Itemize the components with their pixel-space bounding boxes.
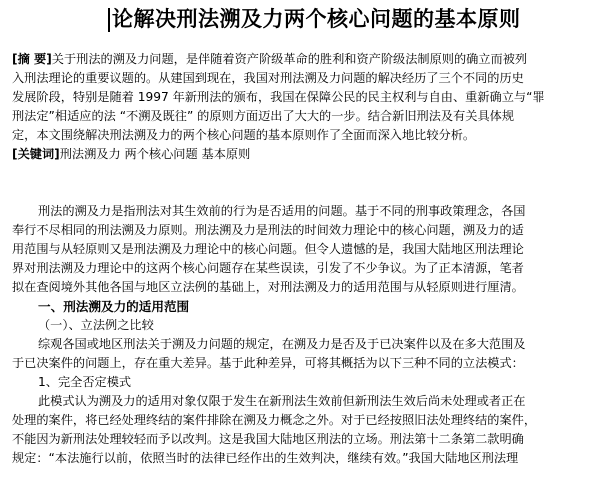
keywords-label: [关键词]: [12, 147, 60, 161]
abstract-block: [12, 50, 604, 164]
body-line: 于已决案件的问题上，存在重大差异。基于此种差异，可将其概括为以下三种不同的立法模式：: [12, 356, 524, 370]
body-line: 综观各国或地区刑法关于溯及力问题的规定，在溯及力是否及于已决案件以及在多大范围及: [38, 337, 526, 351]
document-title: 论解决刑法溯及力两个核心问题的基本原则: [112, 6, 521, 31]
keywords-line: [12, 145, 604, 164]
body-line: 刑法的溯及力是指刑法对其生效前的行为是否适用的问题。基于不同的刑事政策理念，各国: [38, 204, 526, 218]
body-line: 处理的案件，将已经处理终结的案件排除在溯及力概念之外。对于已经按照旧法处理终结的案件，: [12, 413, 537, 427]
abstract-line: [摘 要]关于刑法的溯及力问题，是伴随着资产阶级革命的胜利和资产阶级法制原则的确立而被列: [12, 52, 528, 66]
body-line: 用范围与从轻原则又是刑法溯及力理论中的核心问题。但令人遗憾的是，我国大陆地区刑法理论: [12, 242, 524, 256]
section-heading: 一、刑法溯及力的适用范围: [38, 299, 190, 314]
body-line: 不能因为新刑法处理较轻而予以改判。这是我国大陆地区刑法的立场。刑法第十二条第二款明确: [12, 432, 524, 446]
abstract-line: 刑法定”相适应的法 “不溯及既往” 的原则方面迈出了大大的一步。结合新旧刑法及有关具体规: [12, 109, 515, 123]
abstract-label: [摘 要]: [12, 52, 52, 66]
abstract-line: 定，本文围绕解决刑法溯及力的两个核心问题的基本原则作了全面而深入地比较分析。: [12, 128, 476, 142]
body-line: 界对刑法溯及力理论中的这两个核心问题存在某些误读，引发了不少争议。为了正本清源，笔者: [12, 261, 524, 275]
item-heading: 1、完全否定模式: [38, 375, 132, 389]
body-line: 奉行不尽相同的刑法溯及力原则。刑法溯及力是刑法的时间效力理论中的核心问题，溯及力的适: [12, 223, 524, 237]
abstract-line: 入刑法理论的重要议题的。从建国到现在，我国对刑法溯及力问题的解决经历了三个不同的历史: [12, 71, 524, 85]
text-cursor: [108, 8, 110, 32]
keywords-text: 刑法溯及力 两个核心问题 基本原则: [59, 147, 251, 161]
abstract-line: 发展阶段，特别是随着 1997 年新刑法的颁布，我国在保障公民的民主权利与自由、重新确立与“罪: [12, 90, 545, 104]
intro-block: [12, 202, 604, 468]
body-line: 拟在查阅境外其他各国与地区立法例的基础上，对刑法溯及力的适用范围与从轻原则进行厘清。: [12, 280, 524, 294]
body-line: 此模式认为溯及力的适用对象仅限于发生在新刑法生效前但新刑法生效后尚未处理或者正在: [38, 394, 526, 408]
body-line: 规定：“本法施行以前，依照当时的法律已经作出的生效判决，继续有效。”我国大陆地区刑法理: [12, 451, 519, 465]
subsection-heading: （一）、立法例之比较: [38, 318, 154, 332]
